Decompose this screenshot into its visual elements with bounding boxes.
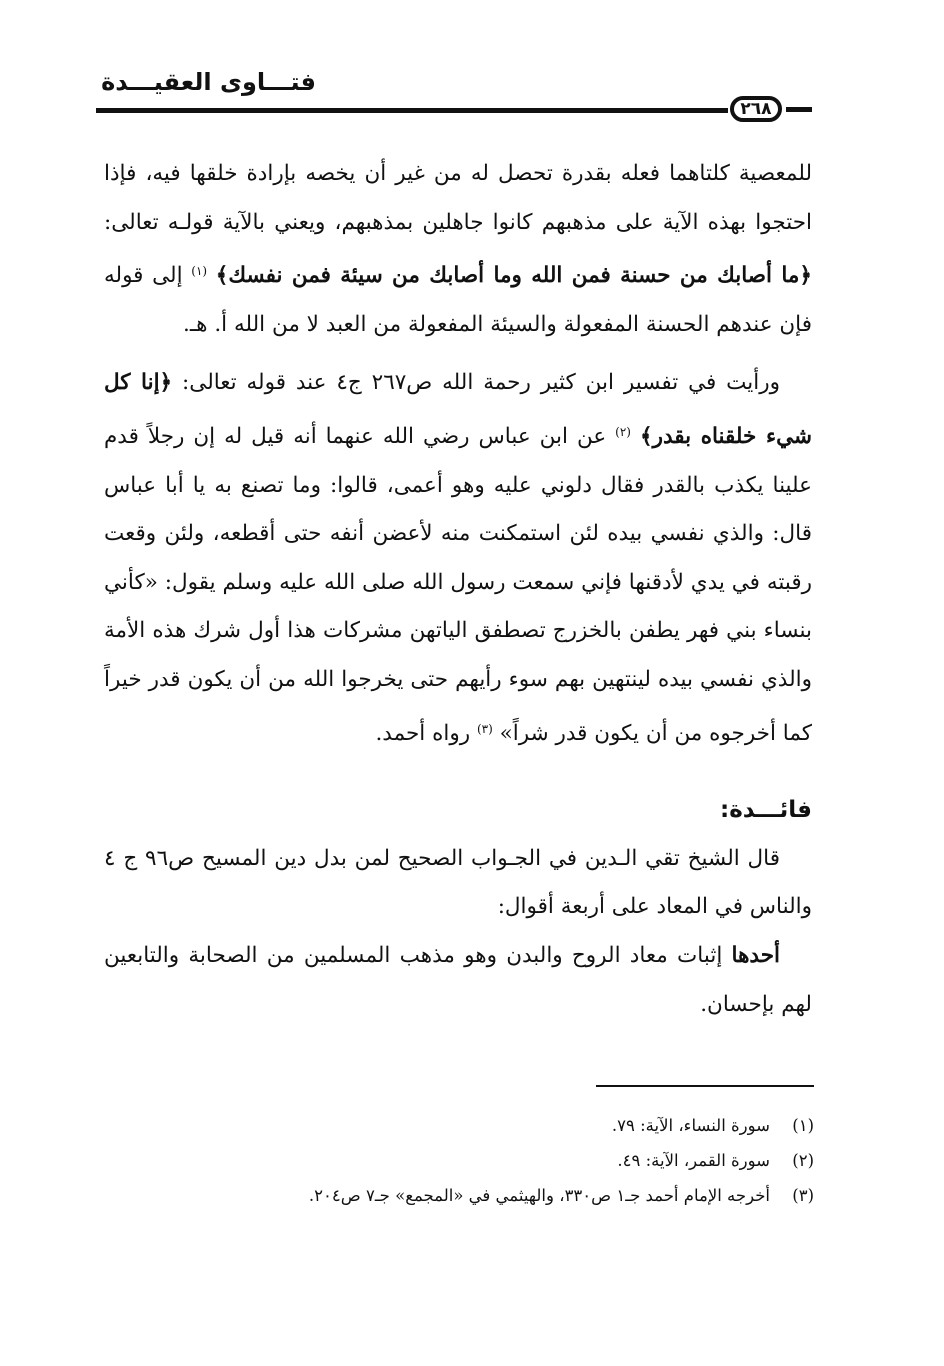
page-number: ٢٦٨ — [730, 96, 782, 122]
footnote-ref-1: (١) — [191, 264, 208, 279]
paragraph-2-end: رواه أحمد. — [375, 720, 477, 746]
footnote-number: (٢) — [792, 1151, 814, 1170]
paragraph-3: قال الشيخ تقي الـدين في الجـواب الصحيح لمن بدل دين المسيح ص٩٦ ج ٤ والناس في المعاد على أربعة أقوال: — [104, 845, 812, 920]
paragraph-2-text: ورأيت في تفسير ابن كثير رحمة الله ص٢٦٧ ج٤ عند قوله تعالى: — [172, 370, 781, 396]
quran-quote-2: ﴿إنا كل شيء خلقناه بقدر﴾ — [104, 370, 812, 449]
paragraph-1 — [104, 150, 812, 349]
running-header-title: فتـــاوى العقيـــدة — [101, 68, 316, 96]
main-text — [104, 150, 812, 1029]
paragraph-1-text: للمعصية كلتاهما فعله بقدرة تحصل له من غير أن يخصه بإرادة خلقها فيه، فإذا احتجوا بهذه الآية على مذهبهم كانوا جاهلين بمذهبهم، ويعني بالآية قولـه تعالى: — [104, 161, 812, 235]
paragraph-4-lead: أحدها — [731, 942, 780, 968]
paragraph-2-tail: عن ابن عباس رضي الله عنهما أنه قيل له إن رجلاً قدم علينا يكذب بالقدر فقال دلوني عليه وهو أعمى، قالوا: وما تصنع به يا أبا عباس قال: والذي نفسي بيده لئن استمكنت منه لأعضن أنفه حتى أقطعه، ولئن وقعت رقبته في يدي لأدقنها فإني سمعت رسول الله صلى الله عليه وسلم يقول: «كأني بنساء بني فهر يطفن بالخزرج تصطفق الياتهن مشركات هذا أول شرك هذه الأمة والذي نفسي بيده لينتهين بهم سوء رأيهم حتى يخرجوا الله من أن يكون قدر خيراً كما أخرجوه من أن يكون قدر شراً» — [104, 423, 812, 746]
header-rule — [96, 108, 728, 113]
footnote-item — [104, 1108, 814, 1143]
footnote-rule — [596, 1085, 814, 1087]
page-number-dash — [786, 107, 812, 112]
paragraph-2 — [104, 359, 812, 758]
quran-quote-1: ﴿ما أصابك من حسنة فمن الله وما أصابك من سيئة فمن نفسك﴾ — [215, 263, 812, 289]
paragraph-1-tail: إلى قوله فإن عندهم الحسنة المفعولة والسيئة المفعولة من العبد لا من الله أ. هـ. — [104, 263, 812, 337]
footnote-text: سورة النساء، الآية: ٧٩. — [611, 1116, 770, 1135]
footnote-text: أخرجه الإمام أحمد جـ١ ص٣٣٠، والهيثمي في «المجمع» جـ٧ ص٢٠٤. — [308, 1186, 770, 1205]
footnotes — [104, 1108, 814, 1213]
footnote-ref-2: (٢) — [615, 424, 631, 439]
section-heading: فائـــدة: — [720, 797, 812, 824]
footnote-text: سورة القمر، الآية: ٤٩. — [617, 1151, 770, 1170]
paragraph-4-text: إثبات معاد الروح والبدن وهو مذهب المسلمين من الصحابة والتابعين لهم بإحسان. — [104, 942, 812, 1017]
footnote-number: (١) — [792, 1116, 814, 1135]
footnote-number: (٣) — [792, 1186, 814, 1205]
footnote-item — [104, 1143, 814, 1178]
page-number-block — [730, 94, 814, 124]
footnote-item — [104, 1178, 814, 1213]
paragraph-4 — [104, 932, 812, 1029]
footnote-ref-3: (٣) — [476, 721, 493, 736]
